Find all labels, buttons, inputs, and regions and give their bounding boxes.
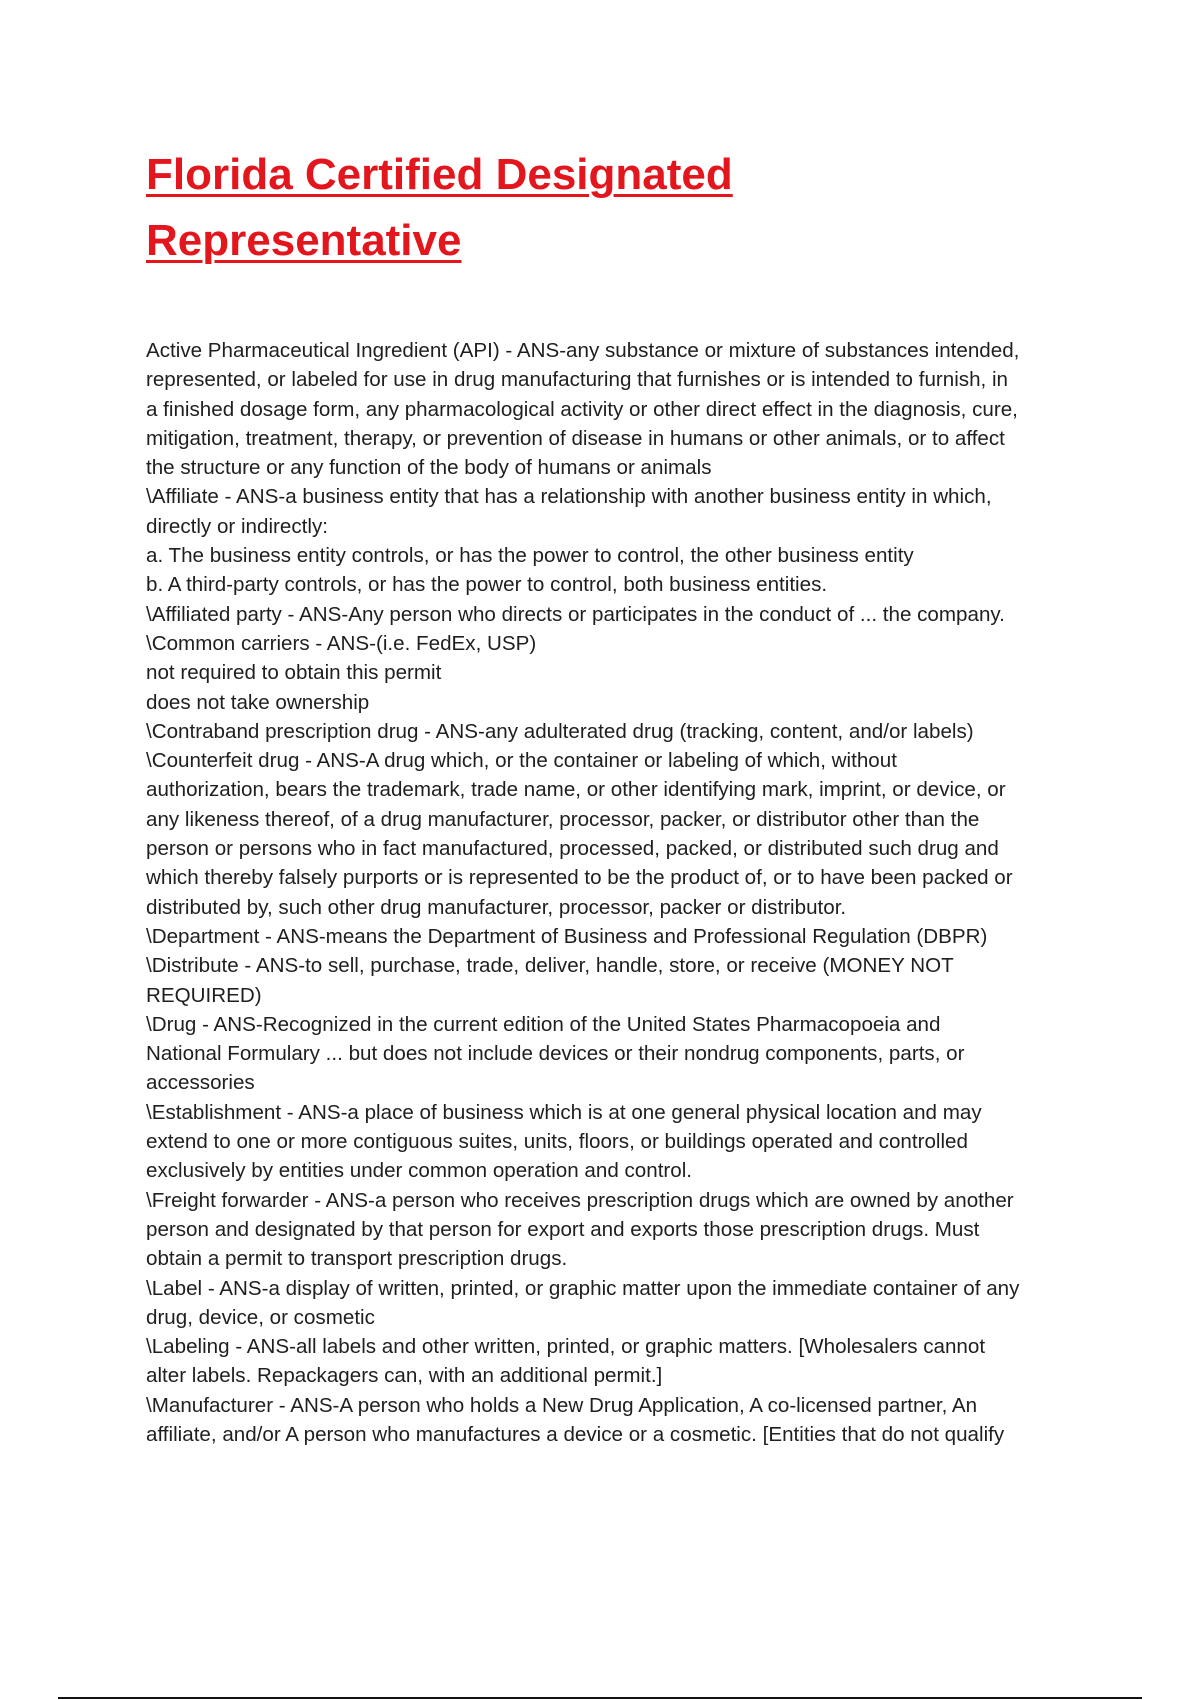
text-line: a finished dosage form, any pharmacological activity or other direct effect in the diagnosis, cure, <box>146 397 1018 421</box>
text-line: authorization, bears the trademark, trade name, or other identifying mark, imprint, or device, or <box>146 778 1006 802</box>
title-line-2: Representative <box>146 216 462 265</box>
text-line: \Distribute - ANS-to sell, purchase, trade, deliver, handle, store, or receive (MONEY NOT <box>146 954 954 978</box>
text-line: \Department - ANS-means the Department of Business and Professional Regulation (DBPR) <box>146 924 988 948</box>
text-line: represented, or labeled for use in drug manufacturing that furnishes or is intended to furnish, in <box>146 368 1009 392</box>
text-line: which thereby falsely purports or is represented to be the product of, or to have been packed or <box>146 866 1013 890</box>
text-line: mitigation, treatment, therapy, or prevention of disease in humans or other animals, or to affect <box>146 426 1005 450</box>
text-line: \Contraband prescription drug - ANS-any adulterated drug (tracking, content, and/or labels) <box>146 719 974 743</box>
page-bottom-rule <box>58 1697 1142 1699</box>
text-line: \Establishment - ANS-a place of business which is at one general physical location and may <box>146 1100 982 1124</box>
text-line: \Freight forwarder - ANS-a person who receives prescription drugs which are owned by another <box>146 1188 1014 1212</box>
text-line: exclusively by entities under common operation and control. <box>146 1159 693 1183</box>
text-line: affiliate, and/or A person who manufactures a device or a cosmetic. [Entities that do not qualify <box>146 1422 1005 1446</box>
text-line: \Common carriers - ANS-(i.e. FedEx, USP) <box>146 631 537 655</box>
text-line: b. A third-party controls, or has the power to control, both business entities. <box>146 573 828 597</box>
text-line: drug, device, or cosmetic <box>146 1305 375 1329</box>
text-line: the structure or any function of the body of humans or animals <box>146 456 712 480</box>
text-line: \Labeling - ANS-all labels and other written, printed, or graphic matters. [Wholesalers cannot <box>146 1335 986 1359</box>
text-line: obtain a permit to transport prescription drugs. <box>146 1247 568 1271</box>
text-line: alter labels. Repackagers can, with an additional permit.] <box>146 1364 663 1388</box>
title-line-1: Florida Certified Designated <box>146 150 733 199</box>
text-line: any likeness thereof, of a drug manufacturer, processor, packer, or distributor other than the <box>146 807 980 831</box>
text-line: person and designated by that person for export and exports those prescription drugs. Must <box>146 1217 980 1241</box>
text-line: REQUIRED) <box>146 983 262 1007</box>
text-line: \Affiliated party - ANS-Any person who directs or participates in the conduct of ... the company. <box>146 602 1005 626</box>
text-line: National Formulary ... but does not include devices or their nondrug components, parts, or <box>146 1042 965 1066</box>
text-line: accessories <box>146 1071 255 1095</box>
page-title <box>146 142 906 274</box>
text-line: not required to obtain this permit <box>146 661 442 685</box>
text-line: Active Pharmaceutical Ingredient (API) - ANS-any substance or mixture of substances intended, <box>146 339 1020 362</box>
text-line: extend to one or more contiguous suites, units, floors, or buildings operated and controlled <box>146 1130 968 1154</box>
text-line: \Drug - ANS-Recognized in the current edition of the United States Pharmacopoeia and <box>146 1012 941 1036</box>
text-line: \Affiliate - ANS-a business entity that has a relationship with another business entity in which, <box>146 485 992 509</box>
text-line: a. The business entity controls, or has the power to control, the other business entity <box>146 544 914 568</box>
text-line: person or persons who in fact manufactured, processed, packed, or distributed such drug and <box>146 837 999 861</box>
text-line: directly or indirectly: <box>146 514 328 538</box>
text-line: distributed by, such other drug manufacturer, processor, packer or distributor. <box>146 895 847 919</box>
text-line: \Counterfeit drug - ANS-A drug which, or the container or labeling of which, without <box>146 749 897 773</box>
text-line: \Manufacturer - ANS-A person who holds a New Drug Application, A co-licensed partner, An <box>146 1393 978 1417</box>
body-text <box>146 336 1096 1449</box>
text-line: \Label - ANS-a display of written, printed, or graphic matter upon the immediate container of any <box>146 1276 1020 1300</box>
text-line: does not take ownership <box>146 690 370 714</box>
